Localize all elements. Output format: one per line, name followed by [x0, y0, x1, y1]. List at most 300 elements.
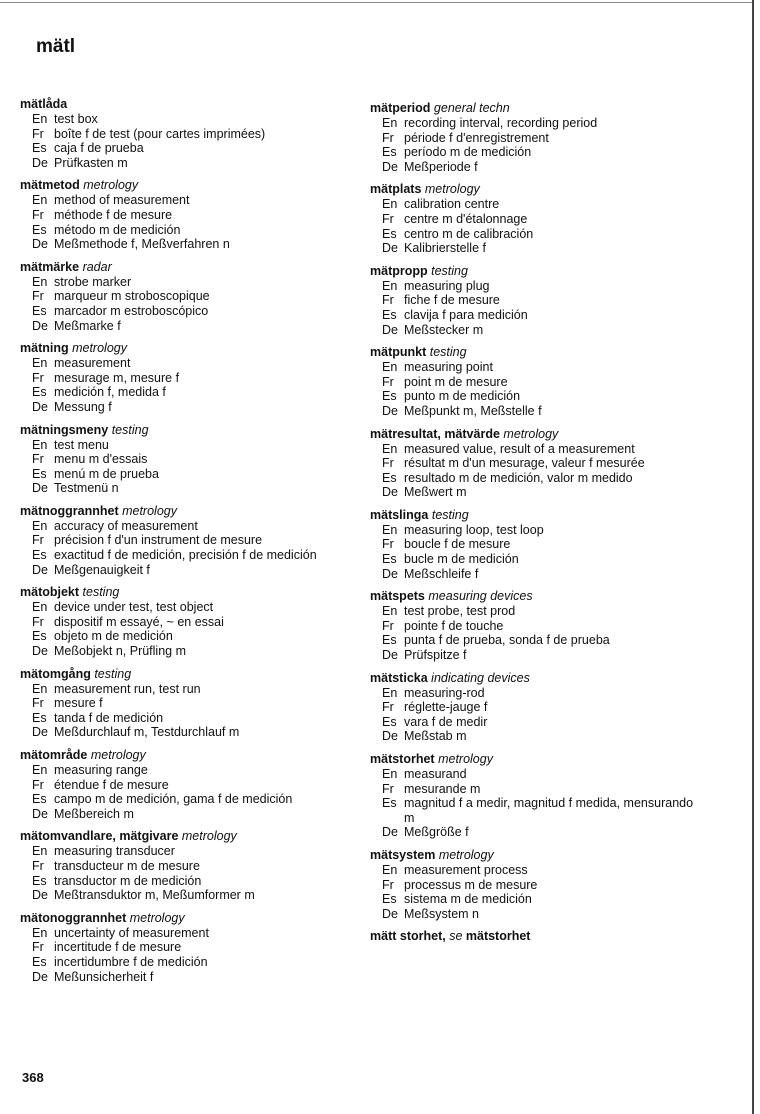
translation-line: [370, 360, 710, 375]
language-code: Es: [32, 466, 47, 481]
translation-line: [370, 552, 710, 567]
dictionary-entry: [370, 670, 710, 744]
entry-heading: [370, 928, 710, 944]
translation-line: [20, 481, 360, 496]
language-code: En: [382, 767, 398, 781]
headword: mätningsmeny: [20, 422, 109, 437]
language-code: Fr: [32, 533, 44, 548]
translation-line: [370, 729, 710, 744]
translation-text: mesurage m, mesure f: [54, 370, 180, 385]
language-code: Fr: [382, 700, 394, 715]
translation-line: [20, 275, 360, 290]
translation-text: processus m de mesure: [404, 877, 538, 892]
translation-line: [20, 970, 360, 985]
translation-line: [20, 711, 360, 726]
language-code: Es: [382, 307, 397, 322]
language-code: En: [382, 522, 398, 537]
translation-line: [20, 112, 360, 127]
dictionary-entry: [370, 507, 710, 581]
headword: mätpunkt: [370, 345, 427, 360]
headword: mätsticka: [370, 670, 428, 685]
translation-text: measured value, result of a measurement: [404, 441, 635, 456]
translation-line: [370, 782, 710, 797]
translation-text: test box: [54, 112, 98, 126]
entry-heading: [370, 344, 710, 360]
translation-text: test menu: [54, 437, 109, 452]
translation-line: [370, 116, 710, 131]
language-code: De: [32, 399, 48, 414]
translation-text: calibration centre: [404, 197, 500, 212]
translation-line: [370, 293, 710, 308]
entry-heading: [370, 263, 710, 279]
subject-domain: metrology: [72, 341, 127, 356]
language-code: Fr: [32, 370, 44, 385]
language-code: Fr: [32, 777, 44, 792]
translation-line: [370, 212, 710, 227]
translation-text: uncertainty of measurement: [54, 925, 209, 940]
language-code: Fr: [382, 877, 394, 892]
translation-text: Meßschleife f: [404, 566, 479, 581]
headword: mätsystem: [370, 847, 436, 862]
translation-text: Meßmarke f: [54, 318, 121, 333]
translation-line: [370, 892, 710, 907]
entry-heading: [370, 426, 710, 442]
subject-domain: testing: [431, 507, 469, 522]
language-code: En: [32, 600, 48, 615]
entry-heading: [20, 177, 360, 193]
translation-text: objeto m de medición: [54, 629, 173, 644]
translation-line: [20, 763, 360, 778]
language-code: En: [382, 685, 398, 700]
translation-text: fiche f de mesure: [404, 293, 500, 308]
entry-heading: [20, 340, 360, 356]
headword: mätning: [20, 341, 69, 356]
translation-text: measurement run, test run: [54, 681, 201, 696]
language-code: Fr: [32, 452, 44, 467]
translation-text: sistema m de medición: [404, 892, 532, 907]
translation-line: [20, 289, 360, 304]
language-code: Es: [382, 552, 397, 567]
translation-text: measuring loop, test loop: [404, 522, 544, 537]
translation-text: Meßsystem n: [404, 906, 480, 921]
translation-line: [20, 400, 360, 415]
translation-text: measuring transducer: [54, 844, 175, 859]
translation-text: test probe, test prod: [404, 604, 516, 619]
translation-text: point m de mesure: [404, 374, 508, 389]
headword: mätspets: [370, 589, 425, 604]
translation-text: strobe marker: [54, 274, 132, 289]
dictionary-entry: [20, 340, 360, 414]
language-code: En: [382, 278, 398, 293]
translation-line: [370, 375, 710, 390]
subject-domain: radar: [82, 259, 112, 274]
translation-line: [370, 160, 710, 175]
language-code: En: [32, 518, 48, 533]
translation-line: [20, 563, 360, 578]
translation-text: menu m d'essais: [54, 452, 148, 467]
language-code: Fr: [32, 858, 44, 873]
translation-text: punto m de medición: [404, 389, 521, 404]
entry-heading: [20, 828, 360, 844]
translation-line: [20, 519, 360, 534]
translation-line: [20, 438, 360, 453]
translation-text: Meßpunkt m, Meßstelle f: [404, 403, 542, 418]
entry-heading: [20, 747, 360, 763]
headword: mätnoggrannhet: [20, 503, 119, 518]
language-code: De: [382, 241, 398, 256]
translation-line: [20, 888, 360, 903]
dictionary-entry: [370, 426, 710, 500]
language-code: Es: [382, 796, 397, 811]
language-code: De: [382, 648, 398, 663]
translation-line: [370, 523, 710, 538]
subject-domain: testing: [431, 263, 468, 278]
language-code: En: [32, 844, 48, 859]
subject-domain: metrology: [90, 748, 146, 762]
translation-text: marqueur m stroboscopique: [54, 289, 210, 304]
language-code: De: [32, 481, 48, 496]
translation-text: measuring point: [404, 360, 493, 375]
language-code: En: [382, 441, 398, 456]
subject-domain: metrology: [438, 752, 493, 766]
translation-text: method of measurement: [54, 193, 190, 208]
translation-text: Testmenü n: [54, 481, 119, 496]
language-code: Fr: [382, 293, 394, 308]
translation-text: device under test, test object: [54, 600, 214, 615]
translation-line: [370, 633, 710, 648]
headword: mätmärke: [20, 259, 80, 274]
headword: mätslinga: [370, 507, 429, 522]
translation-text: Meßwert m: [404, 485, 467, 500]
translation-line: [20, 696, 360, 711]
language-code: Fr: [32, 126, 44, 141]
headword: mätlåda: [20, 97, 68, 111]
language-code: Es: [382, 470, 397, 485]
language-code: De: [32, 562, 48, 577]
dictionary-entry: [20, 259, 360, 333]
subject-domain: metrology: [129, 910, 185, 925]
translation-line: [20, 208, 360, 223]
language-code: Es: [382, 633, 397, 648]
entry-heading: [370, 588, 710, 604]
entry-heading: [370, 181, 710, 197]
translation-text: measurement: [54, 356, 131, 371]
translation-text: Meßgenauigkeit f: [54, 562, 150, 577]
entry-heading: [370, 751, 710, 767]
translation-line: [370, 145, 710, 160]
translation-line: [20, 467, 360, 482]
translation-text: boucle f de mesure: [404, 537, 511, 552]
subject-domain: metrology: [83, 178, 139, 193]
translation-line: [370, 308, 710, 323]
right-column: [370, 100, 710, 951]
translation-line: [20, 304, 360, 319]
entry-heading: [20, 584, 360, 600]
translation-line: [20, 385, 360, 400]
translation-line: [20, 725, 360, 740]
language-code: De: [32, 318, 48, 333]
language-code: En: [32, 681, 48, 696]
translation-line: [370, 715, 710, 730]
translation-line: [370, 537, 710, 552]
language-code: Es: [382, 226, 397, 241]
page-number: 368: [22, 1070, 44, 1085]
translation-text: tanda f de medición: [54, 710, 164, 725]
language-code: De: [32, 969, 48, 984]
dictionary-entry: [370, 100, 710, 174]
language-code: Es: [32, 141, 47, 156]
translation-text: Kalibrierstelle f: [404, 241, 486, 256]
translation-line: [20, 356, 360, 371]
language-code: De: [382, 403, 398, 418]
translation-text: vara f de medir: [404, 714, 488, 729]
language-code: En: [382, 604, 398, 619]
translation-line: [20, 792, 360, 807]
language-code: Fr: [382, 537, 394, 552]
language-code: Es: [32, 792, 47, 807]
language-code: En: [382, 360, 398, 375]
language-code: Es: [32, 710, 47, 725]
translation-text: recording interval, recording period: [404, 116, 598, 130]
translation-text: Meßunsicherheit f: [54, 969, 154, 984]
headword: mätstorhet: [370, 752, 435, 766]
language-code: De: [382, 322, 398, 337]
translation-text: mesure f: [54, 696, 103, 711]
language-code: Es: [382, 145, 397, 160]
translation-text: resultado m de medición, valor m medido: [404, 470, 633, 485]
translation-line: [20, 926, 360, 941]
dictionary-entry: [20, 96, 360, 170]
translation-line: [370, 700, 710, 715]
translation-text: transductor m de medición: [54, 873, 202, 888]
subject-domain: general techn: [433, 101, 510, 115]
translation-text: bucle m de medición: [404, 552, 519, 567]
headword: mätmetod: [20, 178, 80, 193]
language-code: Es: [32, 873, 47, 888]
translation-text: incertidumbre f de medición: [54, 954, 208, 969]
language-code: En: [382, 197, 398, 212]
translation-text: measuring-rod: [404, 685, 485, 700]
translation-text: Prüfkasten m: [54, 155, 128, 170]
language-code: De: [32, 644, 48, 659]
subject-domain: metrology: [181, 829, 237, 844]
translation-text: accuracy of measurement: [54, 518, 198, 533]
dictionary-entry: [370, 181, 710, 255]
dictionary-entry: [370, 928, 710, 944]
translation-line: [20, 615, 360, 630]
translation-text: measurement process: [404, 862, 528, 877]
dictionary-entry: [370, 263, 710, 337]
subject-domain: testing: [429, 345, 467, 360]
entry-heading: [20, 910, 360, 926]
language-code: Es: [382, 892, 397, 907]
language-code: De: [32, 725, 48, 740]
translation-text: centre m d'étalonnage: [404, 211, 528, 226]
translation-line: [20, 127, 360, 142]
translation-text: résultat m d'un mesurage, valeur f mesurée: [404, 456, 645, 471]
language-code: De: [382, 825, 398, 840]
headword: mätt storhet,: [370, 929, 446, 944]
translation-line: [370, 323, 710, 338]
language-code: Es: [32, 629, 47, 644]
translation-text: exactitud f de medición, precisión f de medición: [54, 548, 317, 563]
translation-line: [370, 197, 710, 212]
translation-line: [20, 223, 360, 238]
language-code: Es: [32, 222, 47, 237]
page-top-rule: [0, 2, 752, 3]
translation-text: incertitude f de mesure: [54, 940, 182, 955]
subject-domain: measuring devices: [428, 589, 533, 604]
translation-line: [20, 548, 360, 563]
translation-text: measuring plug: [404, 278, 490, 293]
translation-line: [370, 825, 710, 840]
translation-line: [20, 141, 360, 156]
translation-text: pointe f de touche: [404, 618, 504, 633]
translation-line: [20, 955, 360, 970]
subject-domain: testing: [94, 666, 132, 681]
translation-text: Meßstecker m: [404, 322, 484, 337]
translation-text: clavija f para medición: [404, 307, 528, 322]
translation-line: [370, 604, 710, 619]
subject-domain: indicating devices: [431, 670, 530, 685]
language-code: Es: [382, 389, 397, 404]
dictionary-entry: [20, 666, 360, 740]
language-code: Fr: [32, 207, 44, 222]
translation-line: [20, 859, 360, 874]
headword: mätområde: [20, 748, 88, 762]
language-code: De: [32, 237, 48, 252]
translation-text: période f d'enregistrement: [404, 130, 549, 145]
translation-line: [370, 279, 710, 294]
subject-domain: metrology: [503, 426, 559, 441]
translation-line: [20, 237, 360, 252]
language-code: Fr: [382, 456, 394, 471]
translation-line: [20, 452, 360, 467]
entry-heading: [370, 507, 710, 523]
headword: mätpropp: [370, 263, 428, 278]
translation-text: punta f de prueba, sonda f de prueba: [404, 633, 610, 648]
translation-line: [20, 533, 360, 548]
translation-text: réglette-jauge f: [404, 700, 488, 715]
translation-line: [370, 907, 710, 922]
language-code: Fr: [382, 211, 394, 226]
translation-text: Meßobjekt n, Prüfling m: [54, 644, 186, 659]
translation-text: measurand: [404, 767, 467, 781]
translation-text: méthode f de mesure: [54, 207, 173, 222]
translation-line: [370, 227, 710, 242]
translation-line: [370, 796, 710, 825]
translation-line: [370, 131, 710, 146]
translation-text: Meßmethode f, Meßverfahren n: [54, 237, 230, 252]
language-code: En: [382, 862, 398, 877]
language-code: Fr: [382, 130, 394, 145]
subject-domain: metrology: [424, 182, 480, 197]
language-code: De: [32, 888, 48, 903]
headword: mätomvandlare, mätgivare: [20, 829, 179, 844]
entry-heading: [20, 666, 360, 682]
translation-text: Meßstab m: [404, 729, 467, 744]
translation-line: [370, 241, 710, 256]
translation-text: método m de medición: [54, 222, 181, 237]
translation-text: Meßtransduktor m, Meßumformer m: [54, 888, 255, 903]
language-code: Fr: [32, 696, 44, 711]
dictionary-entry: [370, 588, 710, 662]
subject-domain: metrology: [438, 847, 494, 862]
translation-line: [370, 878, 710, 893]
translation-line: [20, 844, 360, 859]
translation-text: período m de medición: [404, 145, 532, 160]
language-code: Es: [32, 548, 47, 563]
translation-line: [20, 644, 360, 659]
translation-text: Meßperiode f: [404, 159, 478, 174]
translation-text: Meßgröße f: [404, 825, 469, 840]
translation-text: Meßbereich m: [54, 806, 134, 821]
headword: mätresultat, mätvärde: [370, 426, 500, 441]
dictionary-entry: [370, 847, 710, 921]
translation-line: [370, 567, 710, 582]
headword: mätplats: [370, 182, 422, 197]
translation-line: [370, 456, 710, 471]
translation-text: Meßdurchlauf m, Testdurchlauf m: [54, 725, 240, 740]
language-code: En: [32, 193, 48, 208]
language-code: Fr: [382, 374, 394, 389]
translation-line: [370, 767, 710, 782]
subject-domain: se: [449, 929, 463, 944]
translation-line: [20, 156, 360, 171]
translation-text: Messung f: [54, 399, 112, 414]
subject-domain: metrology: [122, 503, 177, 518]
translation-text: transducteur m de mesure: [54, 858, 200, 873]
language-code: De: [382, 485, 398, 500]
language-code: Es: [32, 303, 47, 318]
translation-text: menú m de prueba: [54, 466, 159, 481]
translation-line: [20, 193, 360, 208]
translation-line: [20, 629, 360, 644]
language-code: En: [32, 925, 48, 940]
entry-heading: [20, 422, 360, 438]
translation-line: [20, 371, 360, 386]
dictionary-entry: [20, 503, 360, 577]
language-code: Fr: [32, 614, 44, 629]
dictionary-entry: [20, 422, 360, 496]
translation-line: [370, 619, 710, 634]
cross-reference-target: mätstorhet: [465, 929, 531, 944]
dictionary-entry: [20, 584, 360, 658]
headword: mätonoggrannhet: [20, 910, 127, 925]
translation-text: mesurande m: [404, 781, 481, 796]
translation-text: campo m de medición, gama f de medición: [54, 792, 293, 807]
translation-text: étendue f de mesure: [54, 777, 169, 792]
translation-text: Prüfspitze f: [404, 648, 467, 663]
translation-text: boîte f de test (pour cartes imprimées): [54, 126, 266, 141]
headword: mätomgång: [20, 666, 91, 681]
language-code: De: [382, 729, 398, 744]
translation-text: dispositif m essayé, ~ en essai: [54, 614, 224, 629]
subject-domain: testing: [111, 422, 149, 437]
left-column: [20, 96, 360, 991]
entry-heading: [370, 847, 710, 863]
translation-line: [20, 807, 360, 822]
translation-line: [370, 648, 710, 663]
language-code: Es: [32, 385, 47, 400]
language-code: Es: [32, 954, 47, 969]
translation-line: [370, 442, 710, 457]
dictionary-entry: [20, 747, 360, 821]
translation-line: [370, 404, 710, 419]
translation-line: [370, 485, 710, 500]
language-code: De: [382, 906, 398, 921]
entry-heading: [20, 503, 360, 519]
